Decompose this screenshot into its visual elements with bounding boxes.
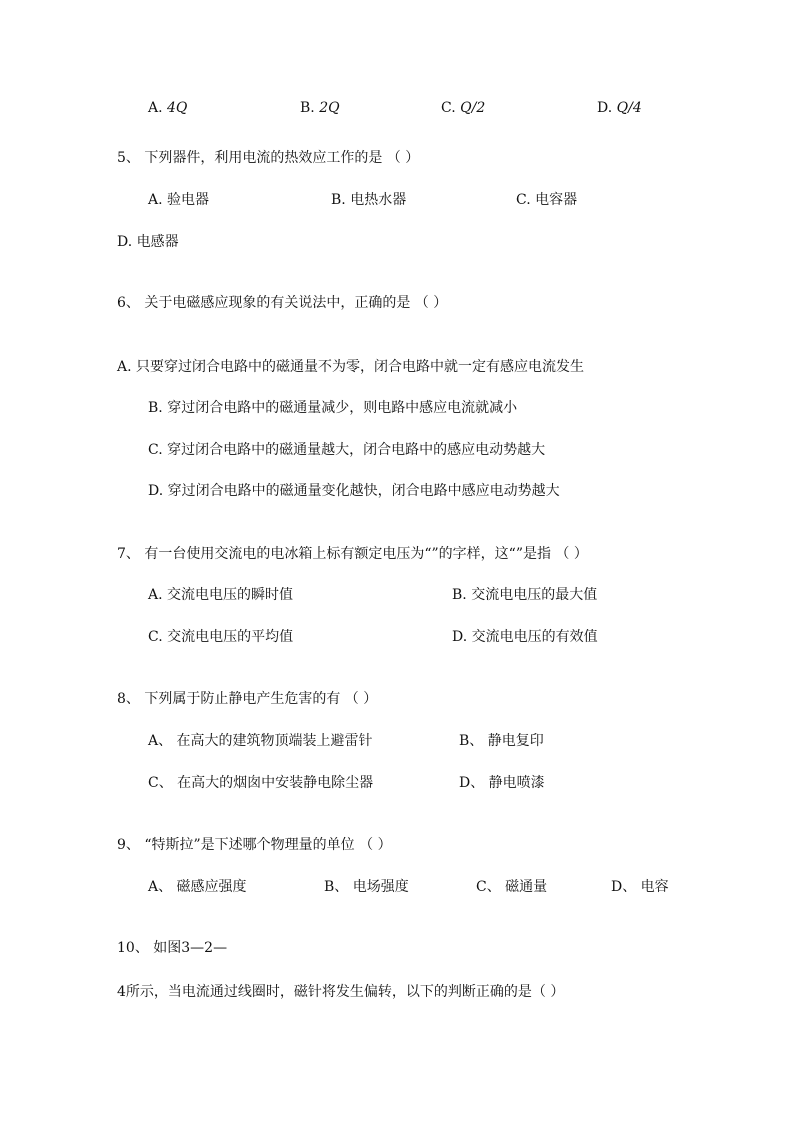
q4-option-b-value: 2Q [319, 100, 340, 116]
q5-option-b: B. 电热水器 [331, 192, 407, 208]
q5-option-d: D. 电感器 [117, 234, 179, 250]
q4-option-b-letter: B. [300, 100, 315, 116]
q4-option-c [441, 98, 485, 118]
q7-stem: 7、 有一台使用交流电的电冰箱上标有额定电压为“”的字样，这“”是指 （ ） [117, 546, 588, 562]
q9-stem: 9、 “特斯拉”是下述哪个物理量的单位 （ ） [117, 837, 392, 853]
q7-option-d: D. 交流电电压的有效值 [452, 629, 598, 645]
q5-option-c: C. 电容器 [516, 192, 578, 208]
q4-option-a [148, 98, 187, 118]
q7-option-a: A. 交流电电压的瞬时值 [148, 587, 294, 603]
q4-option-c-letter: C. [441, 100, 456, 116]
q6-option-a: A. 只要穿过闭合电路中的磁通量不为零，闭合电路中就一定有感应电流发生 [117, 359, 585, 375]
q9-option-b: B、 电场强度 [324, 879, 409, 895]
q7-option-c: C. 交流电电压的平均值 [148, 629, 294, 645]
q4-option-b [300, 98, 340, 118]
q8-option-a: A、 在高大的建筑物顶端装上避雷针 [148, 733, 373, 749]
q7-option-b: B. 交流电电压的最大值 [452, 587, 598, 603]
q10-stem-line1: 10、 如图3—2— [117, 940, 228, 956]
q9-option-c: C、 磁通量 [476, 879, 548, 895]
q6-stem: 6、 关于电磁感应现象的有关说法中，正确的是 （ ） [117, 295, 448, 311]
q8-stem: 8、 下列属于防止静电产生危害的有 （ ） [117, 691, 378, 707]
q9-option-d: D、 电容 [611, 879, 669, 895]
q6-option-b: B. 穿过闭合电路中的磁通量减少，则电路中感应电流就减小 [148, 400, 518, 416]
q5-stem: 5、 下列器件，利用电流的热效应工作的是 （ ） [117, 150, 420, 166]
q4-option-d [597, 98, 642, 118]
q6-option-c: C. 穿过闭合电路中的磁通量越大，闭合电路中的感应电动势越大 [148, 442, 546, 458]
q9-option-a: A、 磁感应强度 [148, 879, 247, 895]
q4-option-d-letter: D. [597, 100, 613, 116]
q8-option-c: C、 在高大的烟囱中安装静电除尘器 [148, 775, 374, 791]
q4-option-a-letter: A. [148, 100, 163, 116]
q8-option-d: D、 静电喷漆 [459, 775, 545, 791]
q5-option-a: A. 验电器 [148, 192, 210, 208]
q4-option-d-value: Q/4 [616, 100, 642, 116]
q4-option-a-value: 4Q [167, 100, 188, 116]
q10-stem-line2: 4所示，当电流通过线圈时，磁针将发生偏转，以下的判断正确的是（ ） [117, 984, 565, 1000]
q4-option-c-value: Q/2 [460, 100, 486, 116]
q8-option-b: B、 静电复印 [459, 733, 544, 749]
q6-option-d: D. 穿过闭合电路中的磁通量变化越快，闭合电路中感应电动势越大 [148, 483, 560, 499]
